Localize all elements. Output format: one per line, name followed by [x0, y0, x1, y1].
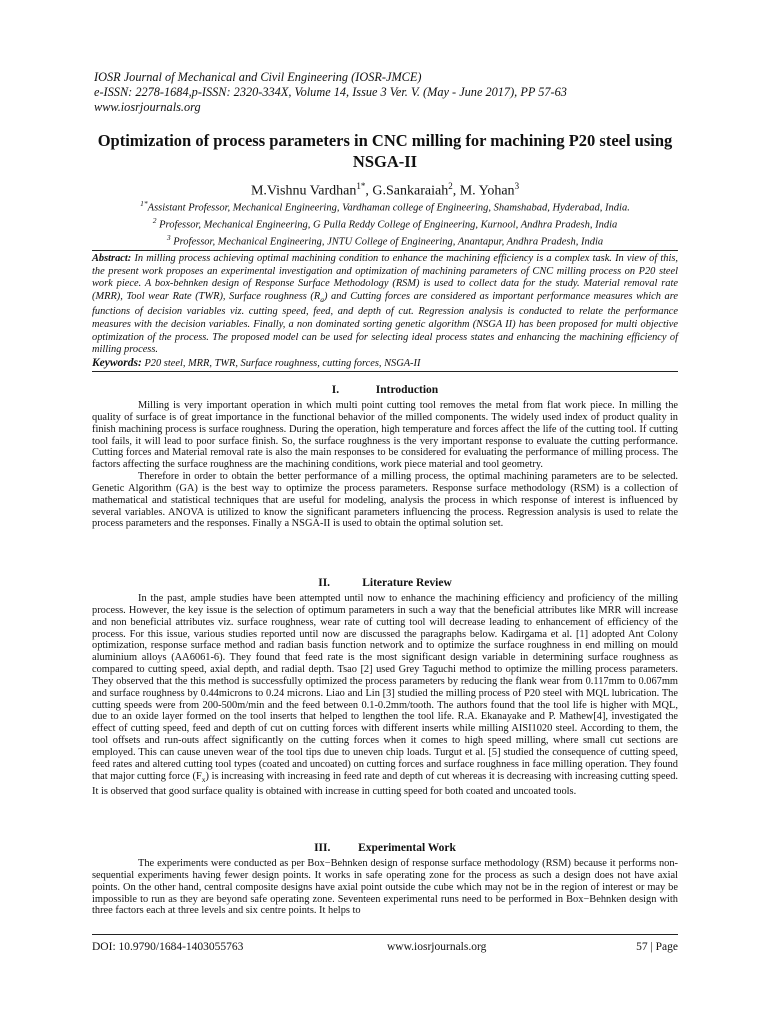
- affiliation-1-sup: 1*: [140, 199, 148, 208]
- author-list: M.Vishnu Vardhan$^{1*}$, G.Sankaraiah$^2$, M. Yohan$^3$: [250, 181, 520, 199]
- paragraph: The experiments were conducted as per Box−Behnken design of response surface methodology (RSM) because it performs non-sequential experiments having fewer design points. It works in safe operating zone for the process as such a design does not have axial points. On the other hand, central composite designs have axial point outside the cube which may not be in the region of interest or may be impossible to run as they are beyond safe operating zone. Seventeen experimental runs need to be performed in Box−Behnken design with three factors each at three levels and six centre points. It helps to: [92, 858, 678, 917]
- paragraph: Milling is very important operation in which multi point cutting tool removes the metal from flat work piece. In milling the quality of surface is of great importance in the functional behavior of the milled components. The widely used index of product quality in finish machining process is surface roughness. During the operation, high temperature and forces affect the life of the cutting tool. If cutting tool fails, it will lead to poor surface finish. So, the surface roughness is the very important response to evaluate the cutting performance. Cutting forces and Material removal rate is also the main responses to be considered for evaluating the performance of milling process. The factors affecting the surface roughness are the machining conditions, work piece material and tool geometry.: [92, 400, 678, 471]
- author-2-sup: 2: [448, 181, 453, 191]
- paragraph: Therefore in order to obtain the better performance of a milling process, the optimal machining parameters are to be selected. Genetic Algorithm (GA) is the best way to optimize the process parameters. Response surface methodology (RSM) is a collection of mathematical and statistical techniques that are useful for modeling, analysis the process in which response of interest is influenced by several variables. ANOVA is utilized to know the significant parameters influencing the process. Regression analysis is used to relate the process parameters and the responses. Finally a NSGA-II is used to obtain the optimal solution set.: [92, 471, 678, 530]
- author-2: G.Sankaraiah: [372, 183, 449, 199]
- section-heading: [92, 576, 678, 590]
- section-introduction: [92, 383, 678, 530]
- author-3-sup: 3: [514, 181, 520, 191]
- footer-divider: [92, 934, 678, 935]
- paragraph-text-1: In the past, ample studies have been attempted until now to enhance the machining efficiency and proficiency of the milling process. However, the key issue is the selection of optimum parameters in such a way that the beneficial attributes like MRR will increase and non beneficial attributes viz. surface roughness, wear rate of cutting tool will decrease leading to enhancement of efficiency of the process. For this issue, various studies reported until now are discussed the paragraphs below. Kadirgama et al. [1] adopted Ant Colony optimization, response surface method and radian basis function network and to optimize the surface roughness in end milling on mould aluminium alloys (AA6061-6). They found that feed rate is the most significant design variable in determining surface roughness as compared to cutting speed, axial depth, and radial depth. Tsao [2] used Grey Taguchi method to optimize the milling process parameters. They observed that the this method is successfully optimized the process parameters by reducing the flank wear from 0.117mm to 0.067mm and surface roughness by 0.44microns to 0.24 microns. Liao and Lin [3] studied the milling process of P20 steel with MQL lubrication. The cutting speeds were from 200-500m/min and the feed between 0.1-0.2mm/tooth. The authors found that the tool life is higher with MQL, due to an oxide layer formed on the tool inserts that helped to lengthen the tool life. R.A. Ekanayake and P. Mathew[4], investigated the effect of cutting speed, feed and depth of cut on cutting forces with different inserts while milling AISI1020 steel. According to them, the tool offsets and run-outs affect significantly on the cutting forces when it comes to high speed milling, where small cut sections are employed. This can cause uneven wear of the tool tips due to uneven chip loads. Turgut et al. [5] studied the consequence of cutting speed, feed rates and altered cutting tool types (coated and uncoated) on cutting forces and surface roughness in face milling operation. They found that major cutting force (F: [92, 593, 678, 782]
- paragraph-text-2: ) is increasing with increasing in feed rate and depth of cut whereas it is decreasing with increasing cutting speed. It is observed that good surface quality is obtained with increase in cutting speed for both coated and uncoated tools.: [92, 770, 678, 797]
- keywords: [92, 357, 678, 371]
- abstract: [92, 253, 678, 357]
- keywords-text: P20 steel, MRR, TWR, Surface roughness, cutting forces, NSGA-II: [144, 357, 421, 369]
- footer-page-number: 57 | Page: [636, 941, 678, 953]
- section-experimental-work: [92, 841, 678, 917]
- section-number: III.: [314, 842, 331, 854]
- journal-header: [94, 70, 694, 115]
- author-1-sup: 1*: [356, 181, 366, 191]
- section-heading: [92, 841, 678, 855]
- paragraph-subscript: x: [201, 774, 206, 784]
- section-number: II.: [318, 577, 331, 589]
- journal-issn-volume: e-ISSN: 2278-1684,p-ISSN: 2320-334X, Volume 14, Issue 3 Ver. V. (May - June 2017), PP 57-63: [94, 85, 567, 99]
- affiliation-1-text: Assistant Professor, Mechanical Engineering, Vardhaman college of Engineering, Shamshabad, Hyderabad, India.: [147, 202, 630, 214]
- affiliation-1: [90, 198, 680, 215]
- abstract-label: Abstract:: [92, 253, 132, 264]
- affiliation-2-sup: 2: [152, 216, 157, 225]
- section-number: I.: [331, 384, 340, 396]
- section-title: Experimental Work: [358, 842, 456, 854]
- abstract-text-1: In milling process achieving optimal machining condition to enhance the machining efficiency is a complex task. In view of this, the present work proposes an experimental investigation and optimization of machining parameters of CNC milling process on P20 steel work piece. A box-behnken design of Response Surface Methodology (RSM) is used to collect data for the study. Material removal rate (MRR), Tool wear Rate (TWR), Surface roughness (R: [92, 253, 678, 302]
- affiliation-3: [90, 232, 680, 249]
- abstract-subscript: a: [320, 294, 324, 304]
- author-3: M. Yohan: [459, 183, 515, 199]
- affiliation-3-sup: 3: [166, 233, 171, 242]
- journal-website: www.iosrjournals.org: [94, 100, 201, 114]
- section-literature-review: [92, 576, 678, 797]
- abstract-box: [92, 250, 678, 372]
- footer-doi: DOI: 10.9790/1684-1403055763: [92, 941, 244, 953]
- section-title: Introduction: [375, 384, 439, 396]
- section-title: Literature Review: [362, 577, 452, 589]
- journal-name: IOSR Journal of Mechanical and Civil Engineering (IOSR-JMCE): [94, 70, 422, 84]
- paragraph: [92, 593, 678, 797]
- paper-title: Optimization of process parameters in CNC milling for machining P20 steel using NSGA-II: [97, 131, 673, 171]
- affiliation-3-text: Professor, Mechanical Engineering, JNTU College of Engineering, Anantapur, Andhra Pradesh, India: [173, 236, 604, 248]
- author-1: M.Vishnu Vardhan: [250, 183, 357, 199]
- affiliation-2-text: Professor, Mechanical Engineering, G Pulla Reddy College of Engineering, Kurnool, Andhra Pradesh, India: [159, 219, 618, 231]
- affiliations: [90, 198, 680, 249]
- abstract-text-2: ) and Cutting forces are considered as important performance measures which are functions of decision variables viz. cutting speed, feed, and depth of cut. Regression analysis is conducted to relate the performance measures with the decision variables. Finally, a non dominated sorting genetic algorithm (NSGA II) has been proposed for multi objective optimization of the process. The proposed model can be used for selecting ideal process states and enhancing the machining efficiency of milling process.: [92, 290, 678, 356]
- section-heading: [92, 383, 678, 397]
- footer-website: www.iosrjournals.org: [387, 941, 487, 953]
- affiliation-2: [90, 215, 680, 232]
- keywords-label: Keywords:: [92, 356, 142, 369]
